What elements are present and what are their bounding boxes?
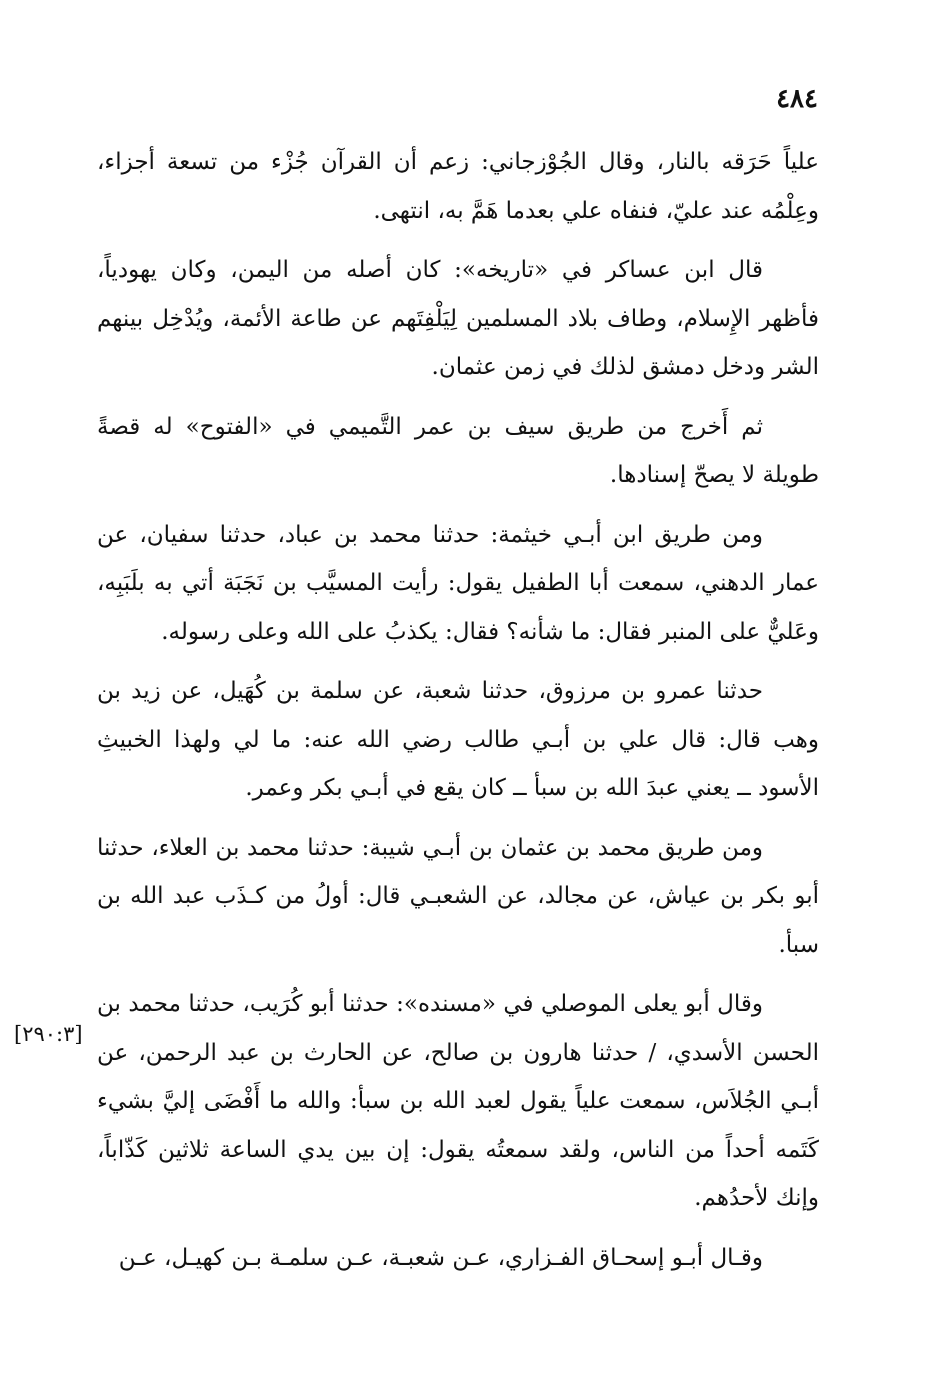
paragraph: قال ابن عساكر في «تاريخه»: كان أصله من اليمن، وكان يهودياً، فأظهر الإِسلام، وطاف بلاد المسلمين لِيَلْفِتَهم عن طاعة الأئمة، ويُدْخِل بينهم الشر ودخل دمشق لذلك في زمن عثمان. xyxy=(97,257,819,380)
paragraph: علياً حَرَقه بالنار، وقال الجُوْزجاني: زعم أن القرآن جُزْء من تسعة أجزاء، وعِلْمُه عند عليّ، فنفاه علي بعدما هَمَّ به، انتهى. xyxy=(97,149,819,224)
paragraph: ومن طريق محمد بن عثمان بن أبـي شيبة: حدثنا محمد بن العلاء، حدثنا أبو بكر بن عياش، عن مجالد، عن الشعبـي قال: أولُ من كـذَب عبد الله بن سبأ. xyxy=(97,834,819,958)
paragraph: وقـال أبـو إسحـاق الفـزاري، عـن شعبـة، عـن سلمـة بـن كهيـل، عـن xyxy=(118,1244,763,1271)
paragraph: ومن طريق ابن أبـي خيثمة: حدثنا محمد بن عباد، حدثنا سفيان، عن عمار الدهني، سمعت أبا الطفيل يقول: رأيت المسيَّب بن نَجَبَة أتي به بلَبَبِه، وعَليٌّ على المنبر فقال: ما شأنه؟ فقال: يكذبُ على الله وعلى رسوله. xyxy=(97,521,819,645)
page-number: ٤٨٤ xyxy=(776,84,818,114)
paragraph: حدثنا عمرو بن مرزوق، حدثنا شعبة، عن سلمة بن كُهَيل، عن زيد بن وهب قال: قال علي بن أبـي طالب رضي الله عنه: ما لي ولهذا الخبيثِ الأسود ــ يعني عبدَ الله بن سبأ ــ كان يقع في أبـي بكر وعمر. xyxy=(97,678,819,801)
paragraph: وقال أبو يعلى الموصلي في «مسنده»: حدثنا أبو كُرَيب، حدثنا محمد بن الحسن الأسدي، / حدثنا هارون بن صالح، عن الحارث بن عبد الرحمن، عن أبـي الجُلاَس، سمعت علياً يقول لعبد الله بن سبأ: والله ما أَفْضَى إليَّ بشيء كَتَمه أحداً من الناس، ولقد سمعتُه يقول: إن بين يدي الساعة ثلاثين كَذّاباً، وإنك لأحدُهم. xyxy=(97,991,819,1211)
main-text xyxy=(97,138,819,1293)
paragraph: ثم أَخرج من طريق سيف بن عمر التَّميمي في «الفتوح» له قصةً طويلة لا يصحّ إسنادها. xyxy=(97,413,819,488)
margin-reference: [٢٩٠:٣] xyxy=(14,1022,83,1046)
